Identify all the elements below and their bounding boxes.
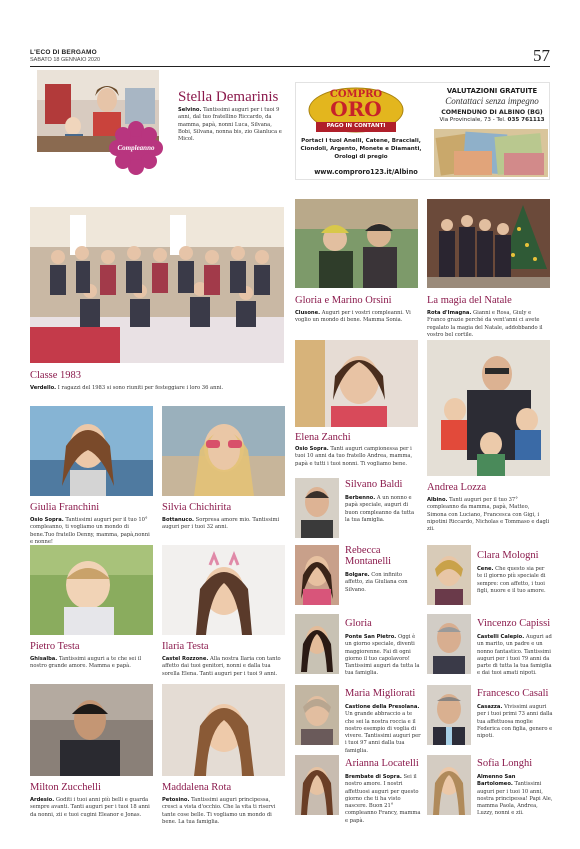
photo-gloria-marino [295, 199, 418, 288]
name-elena: Elena Zanchi [295, 432, 351, 443]
name-milton: Milton Zucchelli [30, 782, 101, 793]
photo-ilaria [162, 545, 285, 635]
name-sofia: Sofia Longhi [477, 758, 533, 769]
name-giulia: Giulia Franchini [30, 502, 100, 513]
text-gloria: Ponte San Pietro. Oggi è un giorno speciale, diventi maggiorenne. Fai di ogni giorno il tuo capolavoro! Tantissimi auguri da tutta la tua famiglia. [345, 634, 420, 677]
ad-address: Via Provinciale, 73 - Tel. 035 761113 [439, 117, 545, 123]
photo-silvano [295, 478, 339, 538]
ad-line-1: Portaci i tuoi Anelli, Catene, Bracciali, [301, 138, 421, 144]
name-andrea: Andrea Lozza [427, 482, 487, 493]
photo-pietro [30, 545, 153, 635]
text-ilaria: Castel Rozzone. Alla nostra Ilaria con tanto affetto dai tuoi genitori, nonni e dalla tua sorella Elena. Tanti auguri per i tuoi 9 anni. [162, 656, 281, 677]
name-gloria-marino: Gloria e Marino Orsini [295, 295, 392, 306]
text-milton: Ardesio. Goditi i tuoi anni più belli e guarda sempre avanti. Tanti auguri per i tuoi 18 anni da nonni, zii e tuoi cugini Eleanor e Jonas. [30, 797, 150, 818]
photo-clara [427, 545, 471, 605]
photo-maria [295, 685, 339, 745]
photo-classe-1983 [30, 207, 284, 363]
logo-ribbon: PAGO IN CONTANTI [326, 123, 386, 129]
compleanno-badge [108, 120, 164, 176]
name-maddalena: Maddalena Rota [162, 782, 232, 793]
name-stella: Stella Demarinis [178, 89, 279, 105]
name-silvia: Silvia Chichirita [162, 502, 232, 513]
name-francesco: Francesco Casali [477, 688, 549, 699]
badge-label: Compleanno [117, 144, 155, 152]
text-francesco: Casazza. Vivissimi auguri per i tuoi primi 73 anni dalla tua affettuosa moglie Federica con figlia, genero e nipoti. [477, 704, 553, 740]
text-arianna: Brembate di Sopra. Sei il nostro amore. I nostri affettuosi auguri per questo giorno che ti ha visto nascere. Buon 21° compleanno Francy, mamma e papà. [345, 774, 421, 824]
ad-url: www.comproro123.it/Albino [314, 168, 418, 176]
name-pietro: Pietro Testa [30, 641, 80, 652]
ad-contact: Contattaci senza impegno [445, 96, 539, 106]
text-clara: Cene. Che questo sia per te il giorno più speciale di sempre: con affetto, i tuoi figli, nuore e il tuo amore. [477, 566, 546, 594]
text-andrea: Albino. Tanti auguri per il tuo 37° compleanno da mamma, papà, Matteo, Simona con Luciano, Francesca con Gigi, i nipotini Riccardo, Nicholas e Tommaso e dagli zii. [427, 497, 550, 533]
photo-maddalena [162, 684, 285, 776]
text-gloria-marino: Clusone. Auguri per i vostri compleanni. Vi voglio un mondo di bene. Mamma Sonia. [295, 310, 411, 324]
text-maria: Castione della Presolana. Un grande abbraccio a te che sei la nostra roccia e il nostro esempio di voglia di vivere. Tantissimi auguri per i tuoi 97 anni dalla tua famiglia. [345, 704, 421, 754]
name-rebecca: Rebecca Montanelli [345, 545, 392, 567]
text-stella: Selvino. Tantissimi auguri per i tuoi 9 anni, dal tuo fratellino Riccardo, da mamma, papà, nonni Luca, Silvana, Bobi, Silvana, nonna bis, zio Gianluca e Micol. [178, 107, 282, 143]
issue-date: SABATO 18 GENNAIO 2020 [30, 57, 101, 63]
logo-compro: COMPRO [329, 89, 383, 100]
photo-gloria [295, 614, 339, 674]
compro-oro-ad [295, 82, 550, 180]
name-arianna: Arianna Locatelli [345, 758, 419, 769]
photo-rebecca [295, 545, 339, 605]
name-silvano: Silvano Baldi [345, 479, 403, 490]
page-number: 57 [533, 46, 550, 65]
text-silvano: Berbenno. A un nonno e papà speciale, auguri di buon compleanno da tutta la tua famiglia. [345, 495, 415, 523]
logo-oro: ORO [330, 97, 382, 121]
name-gloria: Gloria [345, 618, 372, 629]
name-maria: Maria Migliorati [345, 688, 416, 699]
photo-milton [30, 684, 153, 776]
text-pietro: Ghisalba. Tantissimi auguri a te che sei il nostro grande amore. Mamma e papà. [30, 656, 142, 670]
photo-andrea [427, 340, 550, 476]
ad-shop: COMENDUNO DI ALBINO (BG) [441, 109, 543, 116]
photo-giulia [30, 406, 153, 496]
ad-valuation: VALUTAZIONI GRATUITE [446, 87, 538, 95]
text-rebecca: Bolgare. Con infinito affetto, zia Giuliana con Silvano. [345, 572, 408, 593]
text-magia-natale: Rota d'Imagna. Gianni e Rosa, Giuly e Franco grazie perché da vent'anni ci avete regalato la magia del Natale, addobbando il vostro bel cortile. [427, 310, 543, 338]
text-sofia: Almenno San Bartolomeo. Tantissimi auguri per i tuoi 10 anni, nostra principessa! Papi Ale, mamma Paola, Andrea, Luzzy, nonni e zii. [477, 774, 553, 817]
text-elena: Osio Sopra. Tanti auguri campionessa per i tuoi 10 anni da tuo fratello Andrea, mamma, papà e tutti i tuoi nonni. Ti vogliamo bene. [295, 446, 413, 467]
name-ilaria: Ilaria Testa [162, 641, 209, 652]
name-classe-1983: Classe 1983 [30, 370, 82, 381]
photo-elena [295, 340, 418, 427]
photo-silvia [162, 406, 285, 496]
banknotes-image [434, 129, 548, 177]
ad-line-2: Ciondoli, Argento, Monete e Diamanti, [300, 146, 422, 152]
text-vincenzo: Castelli Calepio. Auguri ad un marito, un padre e un nonno fantastico. Tantissimi auguri per i tuoi 79 anni da parte di tutta la tua famiglia e dai tuoi amati nipoti. [477, 634, 552, 677]
photo-sofia [427, 755, 471, 815]
name-magia-natale: La magia del Natale [427, 295, 512, 306]
photo-arianna [295, 755, 339, 815]
text-silvia: Bottanuco. Sorpresa amore mio. Tantissimi auguri per i tuoi 32 anni. [162, 517, 280, 531]
name-vincenzo: Vincenzo Capissi [477, 618, 551, 629]
photo-francesco [427, 685, 471, 745]
text-giulia: Osio Sopra. Tantissimi auguri per il tuo 10° compleanno, ti vogliamo un mondo di bene.Tuo fratello Denny, mamma, papà,nonni e nonne! [30, 517, 150, 545]
header-rule [30, 66, 550, 67]
photo-magia-natale [427, 199, 550, 288]
newspaper-brand: L'ECO DI BERGAMO [30, 49, 97, 56]
text-maddalena: Petosino. Tantissimi auguri principessa, cresci a vista d'occhio. Che la vita ti riservi tante cose belle. Ti vogliamo un mondo di bene. La tua famiglia. [162, 797, 276, 825]
photo-vincenzo [427, 614, 471, 674]
text-classe-1983: Verdello. I ragazzi del 1983 si sono riuniti per festeggiare i loro 36 anni. [30, 385, 224, 391]
ad-line-3: Orologi di pregio [334, 154, 388, 160]
name-clara: Clara Mologni [477, 550, 539, 561]
